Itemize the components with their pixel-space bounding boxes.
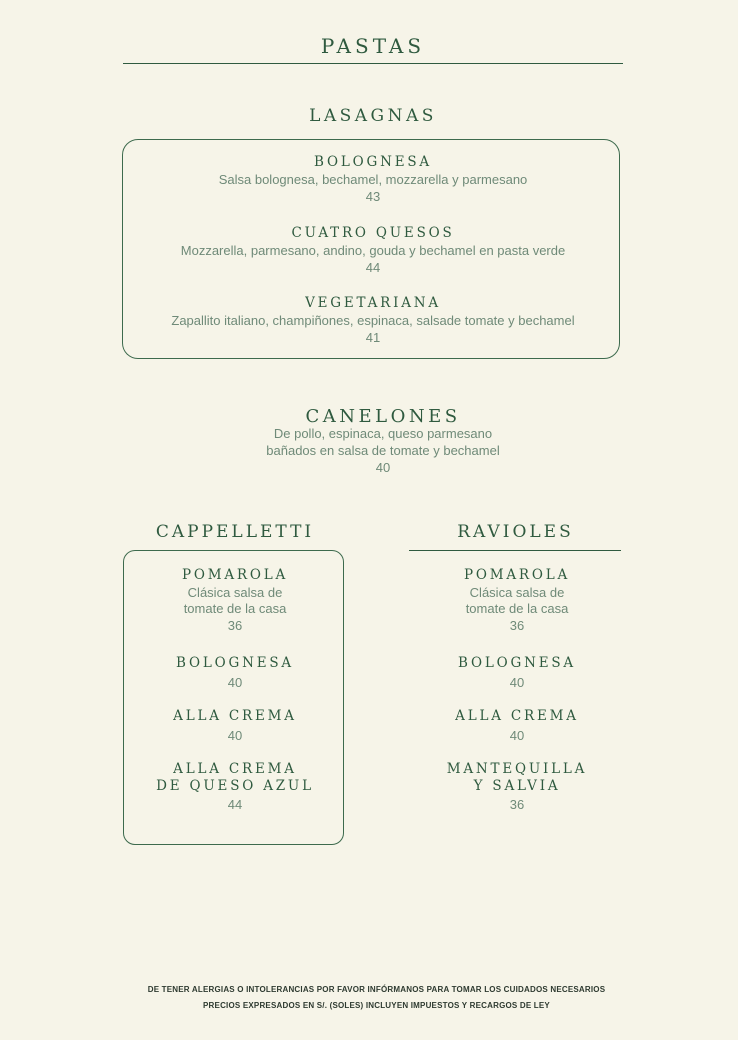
page-title: PASTAS (320, 34, 426, 58)
dish-name: VEGETARIANA (305, 295, 441, 311)
dish-price: 36 (509, 797, 525, 812)
canelones-price: 40 (375, 460, 391, 475)
dish-price: 40 (227, 728, 243, 743)
dish-description: tomate de la casa (183, 601, 287, 616)
menu-item-lasagna-vegetariana (123, 295, 623, 346)
dish-name: ALLA CREMA (173, 708, 297, 724)
menu-item-lasagna-bolognesa (123, 154, 623, 205)
dish-description: Clásica salsa de (187, 585, 283, 600)
dish-price: 40 (227, 675, 243, 690)
canelones-heading: CANELONES (305, 406, 461, 427)
dish-description: Zapallito italiano, champiñones, espinaca, salsade tomate y bechamel (171, 313, 575, 328)
menu-item-ravioles-pomarola (408, 567, 626, 634)
dish-description: Clásica salsa de (469, 585, 565, 600)
dish-price: 44 (365, 260, 381, 275)
cappelletti-heading: CAPPELLETTI (155, 522, 315, 542)
menu-item-ravioles-mantequilla-salvia (408, 761, 626, 813)
title-divider (123, 63, 623, 64)
dish-description: Salsa bolognesa, bechamel, mozzarella y parmesano (218, 172, 528, 187)
dish-name: POMAROLA (181, 567, 289, 583)
dish-description: tomate de la casa (465, 601, 569, 616)
dish-price: 43 (365, 189, 381, 204)
dish-name: DE QUESO AZUL (156, 778, 314, 794)
allergy-notice: DE TENER ALERGIAS O INTOLERANCIAS POR FAVOR INFÓRMANOS PARA TOMAR LOS CUIDADOS NECESARIOS (147, 985, 606, 994)
menu-item-cappelletti-bolognesa (123, 655, 347, 691)
dish-name: ALLA CREMA (455, 708, 579, 724)
canelones-description-line1: De pollo, espinaca, queso parmesano (273, 426, 493, 441)
menu-item-lasagna-cuatro-quesos (123, 225, 623, 276)
menu-item-cappelletti-queso-azul (123, 761, 347, 813)
dish-price: 36 (227, 618, 243, 633)
ravioles-divider (409, 550, 621, 551)
dish-price: 36 (509, 618, 525, 633)
ravioles-heading: RAVIOLES (457, 522, 574, 542)
menu-item-cappelletti-alla-crema (123, 708, 347, 744)
dish-name: MANTEQUILLA (446, 761, 588, 777)
dish-price: 40 (509, 728, 525, 743)
price-notice: PRECIOS EXPRESADOS EN S/. (SOLES) INCLUYEN IMPUESTOS Y RECARGOS DE LEY (203, 1001, 550, 1010)
dish-name: Y SALVIA (473, 778, 561, 794)
dish-name: CUATRO QUESOS (291, 225, 455, 241)
dish-name: ALLA CREMA (173, 761, 297, 777)
menu-item-cappelletti-pomarola (123, 567, 347, 634)
menu-item-ravioles-alla-crema (408, 708, 626, 744)
dish-price: 44 (227, 797, 243, 812)
dish-price: 40 (509, 675, 525, 690)
dish-description: Mozzarella, parmesano, andino, gouda y bechamel en pasta verde (180, 243, 566, 258)
menu-item-ravioles-bolognesa (408, 655, 626, 691)
dish-name: BOLOGNESA (314, 154, 432, 170)
lasagnas-heading: LASAGNAS (309, 106, 437, 126)
dish-name: POMAROLA (463, 567, 571, 583)
dish-name: BOLOGNESA (176, 655, 294, 671)
dish-price: 41 (365, 330, 381, 345)
canelones-description-line2: bañados en salsa de tomate y bechamel (266, 443, 500, 458)
dish-name: BOLOGNESA (458, 655, 576, 671)
